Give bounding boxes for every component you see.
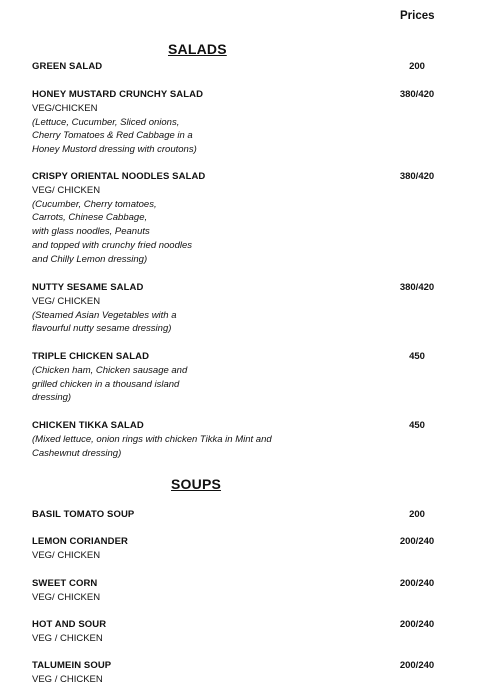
item-description: (Lettuce, Cucumber, Sliced onions, Cherry Tomatoes & Red Cabbage in a Honey Mustord dressing with croutons) xyxy=(32,116,197,156)
menu-item-crispy-oriental-noodles-salad xyxy=(32,170,452,267)
item-name: CHICKEN TIKKA SALAD xyxy=(32,420,144,431)
item-description: (Cucumber, Cherry tomatoes, Carrots, Chinese Cabbage, with glass noodles, Peanuts and topped with crunchy fried noodles and Chilly Lemon dressing) xyxy=(32,198,193,265)
menu-item-lemon-coriander xyxy=(32,535,452,563)
menu-item-sweet-corn xyxy=(32,577,452,605)
item-variant: VEG/ CHICKEN xyxy=(32,295,101,307)
item-variant: VEG / CHICKEN xyxy=(32,673,103,685)
menu-item-basil-tomato-soup xyxy=(32,508,452,522)
item-name: NUTTY SESAME SALAD xyxy=(32,282,144,293)
menu-item-chicken-tikka-salad xyxy=(32,419,452,460)
item-name: GREEN SALAD xyxy=(32,61,103,72)
item-price: 450 xyxy=(409,420,425,431)
item-variant: VEG/CHICKEN xyxy=(32,102,98,114)
item-variant: VEG/ CHICKEN xyxy=(32,591,101,603)
item-name: LEMON CORIANDER xyxy=(32,536,128,547)
section-title-salads: SALADS xyxy=(168,41,227,57)
item-name: CRISPY ORIENTAL NOODLES SALAD xyxy=(32,171,206,182)
menu-item-green-salad xyxy=(32,60,452,74)
prices-column-header: Prices xyxy=(400,10,435,22)
item-name: BASIL TOMATO SOUP xyxy=(32,509,135,520)
item-price: 450 xyxy=(409,351,425,362)
item-price: 200 xyxy=(409,61,425,72)
item-price: 380/420 xyxy=(399,89,435,100)
item-variant: VEG/ CHICKEN xyxy=(32,549,101,561)
item-price: 200 xyxy=(409,509,425,520)
menu-item-triple-chicken-salad xyxy=(32,350,452,405)
item-price: 380/420 xyxy=(399,282,435,293)
item-price: 200/240 xyxy=(399,536,435,547)
item-name: HONEY MUSTARD CRUNCHY SALAD xyxy=(32,89,204,100)
item-price: 200/240 xyxy=(399,619,435,630)
item-description: (Chicken ham, Chicken sausage and grilled chicken in a thousand island dressing) xyxy=(32,364,188,404)
section-title-soups: SOUPS xyxy=(171,476,222,492)
menu-item-talumein-soup xyxy=(32,659,452,687)
item-description: (Steamed Asian Vegetables with a flavourful nutty sesame dressing) xyxy=(32,309,177,335)
item-name: TRIPLE CHICKEN SALAD xyxy=(32,351,150,362)
item-price: 200/240 xyxy=(399,660,435,671)
menu-item-honey-mustard-crunchy-salad xyxy=(32,88,452,157)
menu-item-nutty-sesame-salad xyxy=(32,281,452,336)
item-price: 200/240 xyxy=(399,578,435,589)
item-description: (Mixed lettuce, onion rings with chicken Tikka in Mint and Cashewnut dressing) xyxy=(32,433,272,459)
menu-item-hot-and-sour xyxy=(32,618,452,646)
item-variant: VEG/ CHICKEN xyxy=(32,184,101,196)
item-name: HOT AND SOUR xyxy=(32,619,107,630)
item-price: 380/420 xyxy=(399,171,435,182)
item-variant: VEG / CHICKEN xyxy=(32,632,103,644)
item-name: SWEET CORN xyxy=(32,578,98,589)
item-name: TALUMEIN SOUP xyxy=(32,660,112,671)
